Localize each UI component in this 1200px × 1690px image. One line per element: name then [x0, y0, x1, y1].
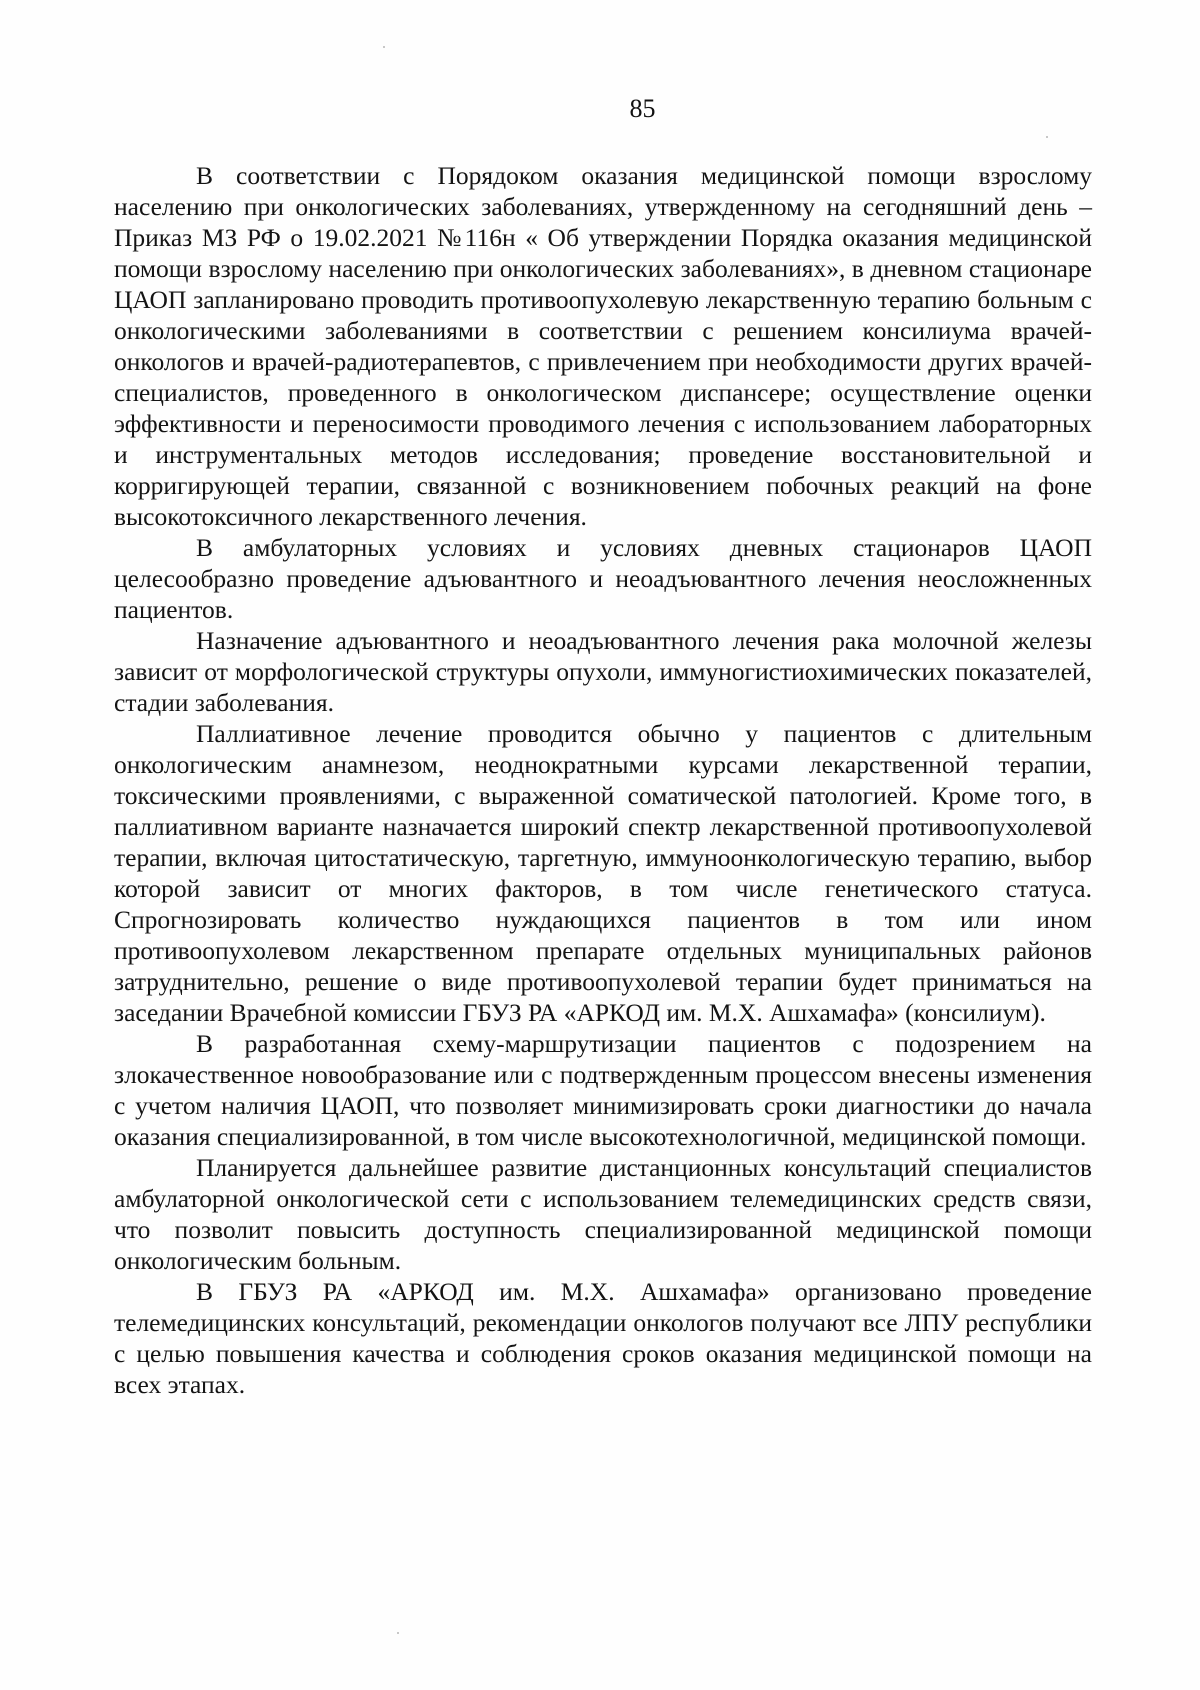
paragraph: Планируется дальнейшее развитие дистанционных консультаций специалистов амбулаторной онкологической сети с использованием телемедицинских средств связи, что позволит повысить доступность специализированной медицинской помощи онкологическим больным.: [114, 1153, 1092, 1275]
paragraph: В ГБУЗ РА «АРКОД им. М.Х. Ашхамафа» организовано проведение телемедицинских консультаций, рекомендации онкологов получают все ЛПУ республики с целью повышения качества и соблюдения сроков оказания медицинской помощи на всех этапах.: [114, 1277, 1092, 1399]
paragraph: Паллиативное лечение проводится обычно у пациентов с длительным онкологическим анамнезом, неоднократными курсами лекарственной терапии, токсическими проявлениями, с выраженной соматической патологией. Кроме того, в паллиативном варианте назначается широкий спектр лекарственной противоопухолевой терапии, включая цитостатическую, таргетную, иммуноонкологическую терапию, выбор которой зависит от многих факторов, в том числе генетического статуса. Спрогнозировать количество нуждающихся пациентов в том или ином противоопухолевом лекарственном препарате отдельных муниципальных районов затруднительно, решение о виде противоопухолевой терапии будет приниматься на заседании Врачебной комиссии ГБУЗ РА «АРКОД им. М.Х. Ашхамафа» (консилиум).: [114, 719, 1092, 1027]
paragraph: В амбулаторных условиях и условиях дневных стационаров ЦАОП целесообразно проведение адъювантного и неоадъювантного лечения неосложненных пациентов.: [114, 533, 1092, 624]
paragraph: Назначение адъювантного и неоадъювантного лечения рака молочной железы зависит от морфологической структуры опухоли, иммуногистиохимических показателей, стадии заболевания.: [114, 626, 1092, 717]
scan-speck: [383, 46, 385, 48]
scan-speck: [397, 1632, 399, 1634]
page-number: 85: [629, 94, 656, 123]
paragraph: В соответствии с Порядоком оказания медицинской помощи взрослому населению при онкологических заболеваниях, утвержденному на сегодняшний день – Приказ МЗ РФ о 19.02.2021 №116н « Об утверждении Порядка оказания медицинской помощи взрослому населению при онкологических заболеваниях», в дневном стационаре ЦАОП запланировано проводить противоопухолевую лекарственную терапию больным с онкологическими заболеваниями в соответствии с решением консилиума врачей-онкологов и врачей-радиотерапевтов, с привлечением при необходимости других врачей-специалистов, проведенного в онкологическом диспансере; осуществление оценки эффективности и переносимости проводимого лечения с использованием лабораторных и инструментальных методов исследования; проведение восстановительной и корригирующей терапии, связанной с возникновением побочных реакций на фоне высокотоксичного лекарственного лечения.: [114, 161, 1092, 531]
paragraph: В разработанная схему-маршрутизации пациентов с подозрением на злокачественное новообразование или с подтвержденным процессом внесены изменения с учетом наличия ЦАОП, что позволяет минимизировать сроки диагностики до начала оказания специализированной, в том числе высокотехнологичной, медицинской помощи.: [114, 1029, 1092, 1151]
scan-speck: [1046, 136, 1048, 138]
document-body: [114, 160, 1092, 1400]
